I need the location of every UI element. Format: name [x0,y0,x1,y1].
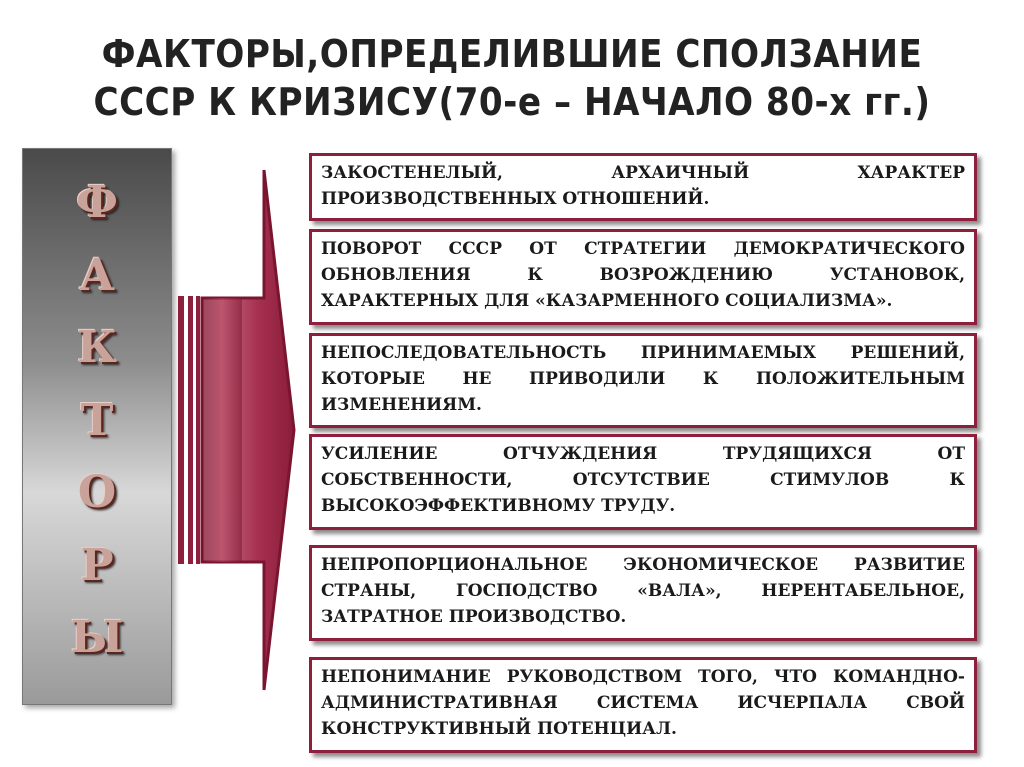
factor-box-3 [309,333,977,428]
vertical-letter: Т [80,394,114,446]
slide-title-line-2: СССР К КРИЗИСУ(70-е – НАЧАЛО 80-х гг.) [93,80,931,124]
vertical-letter: Ы [70,612,124,663]
arrow-shaft-stripes [178,296,200,564]
vertical-letter: А [79,249,115,301]
factor-text-3: НЕПОСЛЕДОВАТЕЛЬНОСТЬ ПРИНИМАЕМЫХ РЕШЕНИЙ, КОТОРЫЕ НЕ ПРИВОДИЛИ К ПОЛОЖИТЕЛЬНЫМ ИЗМЕНЕНИЯМ. [321,343,965,415]
factor-text-1: ЗАКОСТЕНЕЛЫЙ, АРХАИЧНЫЙ ХАРАКТЕР ПРОИЗВОДСТВЕННЫХ ОТНОШЕНИЙ. [321,163,965,209]
factor-text-6: НЕПОНИМАНИЕ РУКОВОДСТВОМ ТОГО, ЧТО КОМАНДНО-АДМИНИСТРАТИВНАЯ СИСТЕМА ИСЧЕРПАЛА СВОЙ КОНСТРУКТИВНЫЙ ПОТЕНЦИАЛ. [321,667,965,739]
factor-box-6 [309,657,977,753]
factor-box-1 [309,153,977,221]
factor-box-5 [309,545,977,641]
factor-text-4: УСИЛЕНИЕ ОТЧУЖДЕНИЯ ТРУДЯЩИХСЯ ОТ СОБСТВЕННОСТИ, ОТСУТСТВИЕ СТИМУЛОВ К ВЫСОКОЭФФЕКТИВНОМУ ТРУДУ. [321,444,965,516]
vertical-letter: О [77,467,117,518]
vertical-letter: Ф [76,177,118,228]
vertical-letter: К [76,322,118,373]
factor-box-2 [309,229,977,325]
factor-text-2: ПОВОРОТ СССР ОТ СТРАТЕГИИ ДЕМОКРАТИЧЕСКОГО ОБНОВЛЕНИЯ К ВОЗРОЖДЕНИЮ УСТАНОВОК, ХАРАКТЕРНЫХ ДЛЯ «КАЗАРМЕННОГО СОЦИАЛИЗМА». [321,239,965,311]
factor-box-4 [309,434,977,530]
factor-text-5: НЕПРОПОРЦИОНАЛЬНОЕ ЭКОНОМИЧЕСКОЕ РАЗВИТИЕ СТРАНЫ, ГОСПОДСТВО «ВАЛА», НЕРЕНТАБЕЛЬНОЕ, ЗАТРАТНОЕ ПРОИЗВОДСТВО. [321,555,965,627]
slide-title-line-1: ФАКТОРЫ,ОПРЕДЕЛИВШИЕ СПОЛЗАНИЕ [101,32,923,76]
vertical-letter: Р [80,539,114,591]
